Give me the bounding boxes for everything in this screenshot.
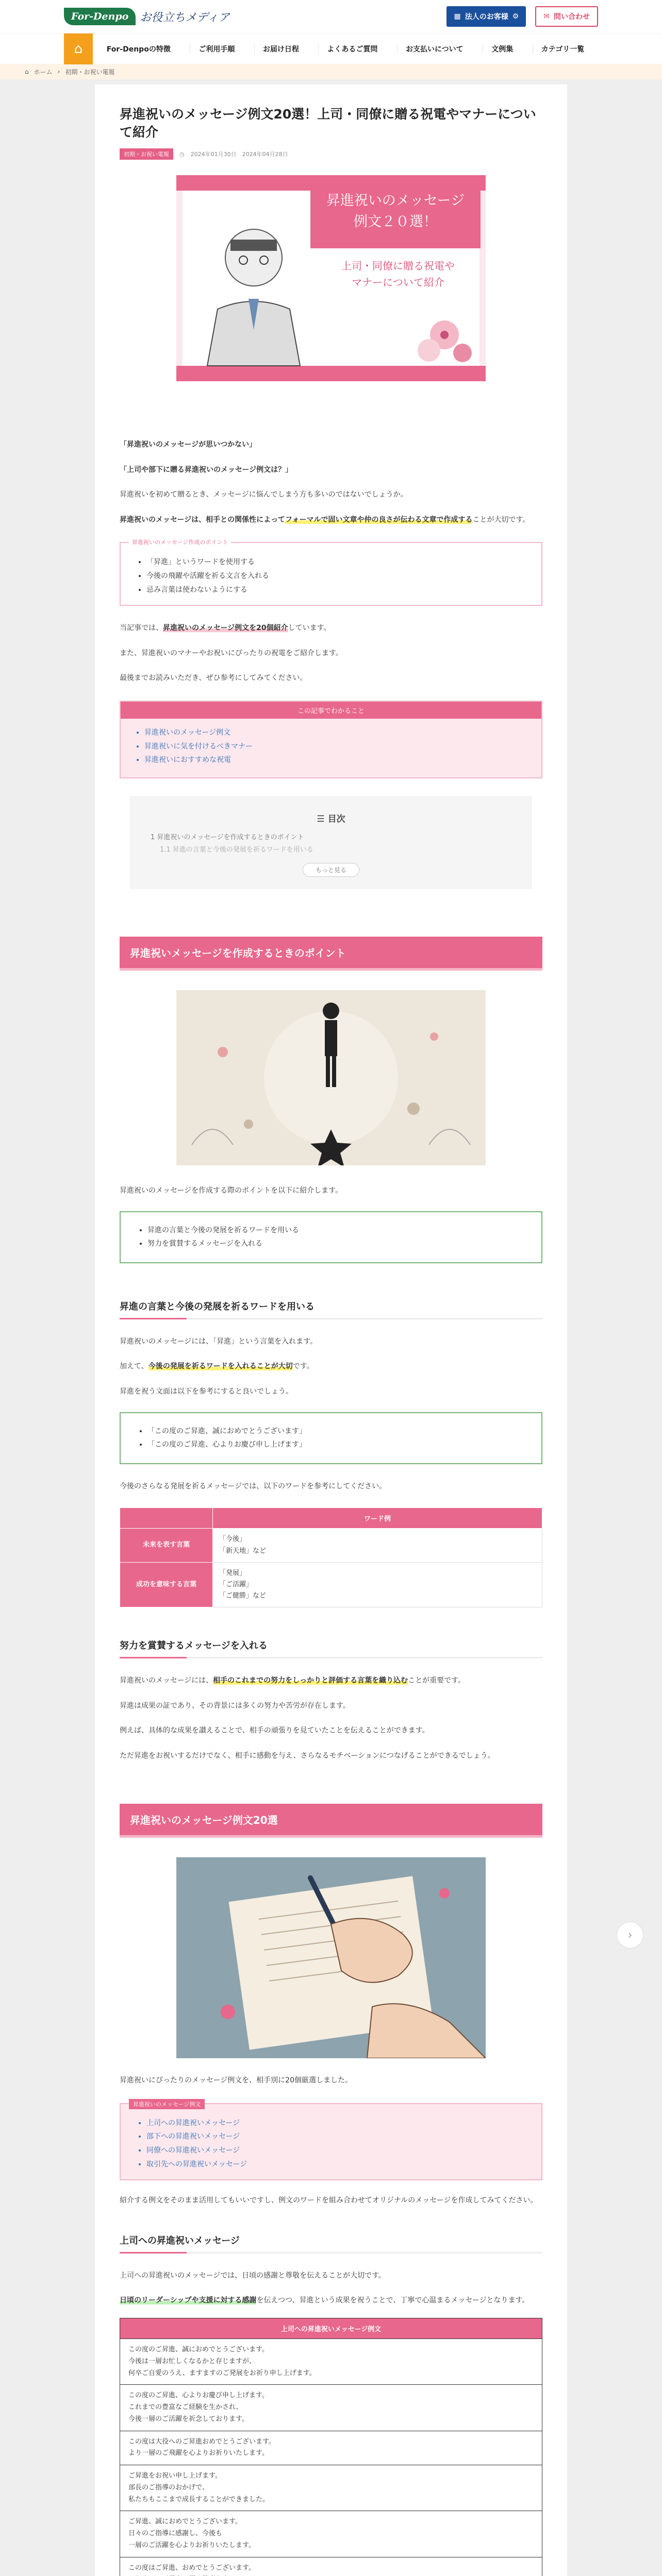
section-heading-points: 昇進祝いメッセージを作成するときのポイント	[120, 937, 542, 971]
intro-paragraph-2	[120, 513, 542, 527]
point-item: • 今後の飛躍や活躍を祈る文言を入れる	[146, 569, 528, 583]
example-line: 何卒ご自愛のうえ、ますますのご発展をお祈り申し上げます。	[128, 2369, 316, 2377]
toc-more-button[interactable]: もっと見る	[303, 863, 359, 877]
eyecatch-title-line1: 昇進祝いのメッセージ	[326, 193, 465, 209]
eyecatch-subtitle	[318, 258, 478, 291]
example-line: この度のご昇進、誠におめでとうございます。	[128, 2346, 269, 2354]
table-line: 「今後」	[219, 1535, 246, 1544]
example-line: この度のご昇進、心よりお慶び申し上げます。	[128, 2392, 269, 2400]
chevron-right-icon[interactable]: ›	[617, 1922, 643, 1948]
table-of-contents	[130, 796, 532, 889]
subheading-effort: 努力を賞賛するメッセージを入れる	[120, 1638, 542, 1658]
point-box	[120, 539, 542, 606]
list-icon: ☰	[317, 814, 328, 824]
words-paragraph-4: 今後のさらなる発展を祈るメッセージでは、以下のワードを参考にしてください。	[120, 1482, 387, 1490]
intro-paragraph-3	[120, 621, 542, 635]
phrase-example-box	[120, 1412, 542, 1464]
table-corner	[120, 1508, 213, 1529]
intro-paragraph-1: 昇進祝いを初めて贈るとき、メッセージに悩んでしまう方も多いのではないでしょうか。	[120, 490, 408, 499]
breadcrumb-home[interactable]: ホーム	[34, 68, 53, 76]
words-paragraph-1: 昇進祝いのメッセージには、「昇進」という言葉を入れます。	[120, 1337, 318, 1346]
main-nav	[0, 33, 662, 64]
corporate-button-label: 法人のお客様	[465, 13, 508, 21]
effort-paragraph-1	[120, 1674, 542, 1688]
example-line: ご昇進、誠におめでとうございます。	[128, 2518, 242, 2526]
points-illustration-graphic	[176, 990, 486, 1165]
p3-highlight: 昇進祝いのメッセージ例文を20個紹介	[163, 624, 288, 633]
word-table	[120, 1507, 542, 1607]
point-item: • 「昇進」というワードを使用する	[146, 555, 528, 569]
p2-a: 昇進祝いのメッセージは、相手との関係性によって	[120, 515, 286, 524]
table-line: 「ご活躍」	[219, 1580, 253, 1588]
example-cell	[120, 2431, 542, 2465]
learn-box	[120, 701, 542, 778]
logo-text: お役立ちメディア	[140, 11, 230, 24]
example-line: 今後一層のご活躍を祈念しております。	[128, 2415, 249, 2423]
example-line: 日々のご指導に感謝し、今後も	[128, 2530, 223, 2538]
breadcrumb-category[interactable]: 初期・お祝い電報	[65, 68, 115, 76]
p8-c: です。	[292, 1362, 314, 1371]
nav-item-faq[interactable]: よくあるご質問	[318, 44, 386, 54]
example-line: 今後は一層お忙しくなるかと存じますが、	[128, 2357, 256, 2365]
intro-question-1: 「昇進祝いのメッセージが思いつかない」	[120, 440, 257, 449]
toc-title-text: 目次	[327, 814, 345, 824]
subheading-boss: 上司への昇進祝いメッセージ	[120, 2233, 542, 2253]
examples-note: 紹介する例文をそのまま活用してもいいですし、例文のワードを組み合わせてオリジナルのメッセージを作成してみてください。	[120, 2196, 538, 2205]
words-paragraph-2	[120, 1360, 542, 1374]
example-type-link[interactable]: • 部下への昇進祝いメッセージ	[146, 2130, 528, 2144]
corporate-button[interactable]	[446, 6, 526, 27]
top-bar	[0, 0, 662, 33]
p18-b: を伝えつつ、昇進という成果を祝うことで、丁寧で心温まるメッセージとなります。	[256, 2296, 529, 2305]
site-logo[interactable]	[64, 8, 230, 25]
home-icon: ⌂	[25, 68, 29, 75]
effort-paragraph-2: 昇進は成果の証であり、その背景には多くの努力や苦労が存在します。	[120, 1701, 350, 1710]
learn-link[interactable]: • 昇進祝いに気を付けるべきマナー	[144, 740, 526, 754]
example-line: これまでの豊富なご経験を生かされ、	[128, 2403, 243, 2412]
effort-paragraph-4: ただ昇進をお祝いするだけでなく、相手に感動を与え、さらなるモチベーションにつなげることができるでしょう。	[120, 1751, 495, 1760]
boss-paragraph-2	[120, 2294, 542, 2308]
toc-link[interactable]: 1.1 昇進の言葉と今後の発展を祈るワードを用いる	[160, 846, 313, 854]
article-card	[95, 84, 567, 2576]
example-line: 部長のご指導のおかげで、	[128, 2483, 209, 2492]
example-line: より一層のご飛躍を心よりお祈りいたします。	[128, 2449, 269, 2458]
effort-paragraph-3: 例えば、具体的な成果を讃えることで、相手の頑張りを見ていたことを伝えることができます。	[120, 1726, 429, 1735]
p8-highlight: 今後の発展を祈るワードを入れることが大切	[148, 1362, 293, 1371]
example-type-link[interactable]: • 取引先への昇進祝いメッセージ	[146, 2158, 528, 2172]
examples-intro: 昇進祝いにぴったりのメッセージ例文を、相手別に20個厳選しました。	[120, 2076, 352, 2085]
section-heading-examples: 昇進祝いのメッセージ例文20選	[120, 1804, 542, 1838]
example-cell	[120, 2511, 542, 2557]
nav-item-delivery[interactable]: お届け日程	[254, 44, 307, 54]
points-illustration	[176, 990, 486, 1165]
writing-illustration	[176, 1857, 486, 2058]
gear-icon: ⚙	[512, 12, 519, 21]
example-cell	[120, 2339, 542, 2385]
summary-item: • 昇進の言葉と今後の発展を祈るワードを用いる	[147, 1224, 527, 1238]
example-line: ご昇進をお祝い申し上げます。	[128, 2472, 222, 2480]
article-title: 昇進祝いのメッセージ例文20選！上司・同僚に贈る祝電やマナーについて紹介	[120, 107, 536, 140]
words-paragraph-3: 昇進を祝う文面は以下を参考にすると良いでしょう。	[120, 1387, 293, 1396]
example-line: 私たちもここまで成長することができました。	[128, 2495, 270, 2503]
example-line	[128, 2574, 534, 2576]
table-line: 「ご健勝」など	[219, 1591, 267, 1600]
learn-link[interactable]: • 昇進祝いのメッセージ例文	[144, 726, 526, 740]
building-icon: ▦	[454, 12, 461, 21]
example-line: この度はご昇進、おめでとうございます。	[128, 2564, 255, 2572]
learn-box-title: この記事でわかること	[121, 702, 541, 719]
nav-item-usage[interactable]: ご利用手順	[190, 44, 243, 54]
nav-item-examples[interactable]: 文例集	[483, 44, 521, 54]
boss-example-table	[120, 2318, 542, 2576]
p3-a: 当記事では、	[120, 624, 163, 633]
contact-button[interactable]	[535, 6, 598, 27]
p18-highlight: 日頃のリーダーシップや支援に対する感謝	[120, 2296, 257, 2305]
eyecatch-title	[310, 184, 481, 248]
eyecatch-title-line2: 例文２０選！	[354, 213, 437, 230]
p8-a: 加えて、	[120, 1362, 148, 1371]
p2-c: ことが大切です。	[472, 515, 530, 524]
example-cell	[120, 2465, 542, 2511]
example-types-label: 昇進祝いのメッセージ例文	[129, 2099, 205, 2109]
learn-link[interactable]: • 昇進祝いにおすすめな祝電	[144, 753, 526, 767]
points-summary-box	[120, 1211, 542, 1263]
clock-icon: ◷	[179, 150, 185, 158]
toc-title	[151, 811, 511, 824]
article-dates: 2024年01月30日 2024年04月28日	[190, 151, 288, 158]
p11-a: 昇進祝いのメッセージには、	[120, 1676, 213, 1685]
mail-icon: ✉	[543, 12, 550, 21]
writing-illustration-graphic	[176, 1857, 486, 2058]
logo-badge: For-Denpo	[64, 8, 136, 25]
table-row-label: 成功を意味する言葉	[120, 1562, 213, 1607]
eyecatch-sub-line2: マナーについて紹介	[352, 276, 444, 289]
toc-link[interactable]: 1 昇進祝いのメッセージを作成するときのポイント	[151, 833, 304, 841]
point-box-label: 昇進祝いのメッセージ作成のポイント	[129, 538, 231, 546]
table-line: 「新天地」など	[219, 1547, 267, 1555]
example-types-box	[120, 2100, 542, 2180]
p2-highlight: フォーマルで固い文章や仲の良さが伝わる文章で作成する	[285, 515, 473, 524]
points-intro: 昇進祝いのメッセージを作成する際のポイントを以下に紹介します。	[120, 1187, 343, 1195]
summary-item: • 努力を賞賛するメッセージを入れる	[147, 1237, 527, 1251]
intro-paragraph-4: また、昇進祝いのマナーやお祝いにぴったりの祝電をご紹介します。	[120, 649, 343, 657]
example-cell	[120, 2385, 542, 2431]
home-icon[interactable]: ⌂	[64, 33, 93, 64]
nav-item-categories[interactable]: カテゴリ一覧	[533, 44, 592, 54]
table-row-label: 未来を表す言葉	[120, 1529, 213, 1562]
table-header: ワード例	[213, 1508, 542, 1529]
breadcrumb	[0, 64, 662, 79]
example-type-link[interactable]: • 同僚への昇進祝いメッセージ	[146, 2144, 528, 2158]
phrase-item: • 「この度のご昇進、心よりお慶び申し上げます」	[147, 1438, 527, 1452]
table-line: 「発展」	[219, 1569, 246, 1577]
article-meta	[120, 148, 542, 160]
example-line: この度は大役へのご昇進おめでとうございます。	[128, 2437, 275, 2446]
example-line: 一層のご活躍を心よりお祈りいたします。	[128, 2541, 255, 2549]
example-type-link[interactable]: • 上司への昇進祝いメッセージ	[146, 2116, 528, 2130]
boss-paragraph-1: 上司への昇進祝いのメッセージでは、日頃の感謝と尊敬を伝えることが大切です。	[120, 2271, 386, 2280]
eyecatch-image	[176, 175, 486, 381]
table-cell	[213, 1529, 542, 1562]
breadcrumb-sep: ›	[57, 68, 60, 75]
point-item: • 忌み言葉は使わないようにする	[146, 583, 528, 597]
p3-c: しています。	[288, 624, 331, 633]
intro-paragraph-5: 最後までお読みいただき、ぜひ参考にしてみてください。	[120, 674, 307, 683]
p11-highlight: 相手のこれまでの努力をしっかりと評価する言葉を織り込む	[213, 1676, 408, 1685]
nav-item-payment[interactable]: お支払いについて	[397, 44, 472, 54]
eyecatch-sub-line1: 上司・同僚に贈る祝電や	[341, 260, 455, 272]
subheading-words: 昇進の言葉と今後の発展を祈るワードを用いる	[120, 1299, 542, 1319]
example-cell	[120, 2557, 542, 2576]
p11-c: ことが重要です。	[408, 1676, 466, 1685]
phrase-item: • 「この度のご昇進、誠におめでとうございます」	[147, 1425, 527, 1438]
nav-item-features[interactable]: For-Denpoの特徴	[106, 45, 171, 54]
example-table-header: 上司への昇進祝いメッセージ例文	[120, 2318, 542, 2339]
contact-button-label: 問い合わせ	[554, 13, 590, 21]
intro-question-2: 「上司や部下に贈る昇進祝いのメッセージ例文は？」	[120, 465, 293, 474]
table-cell	[213, 1562, 542, 1607]
category-tag[interactable]: 初期・お祝い電報	[120, 148, 173, 160]
